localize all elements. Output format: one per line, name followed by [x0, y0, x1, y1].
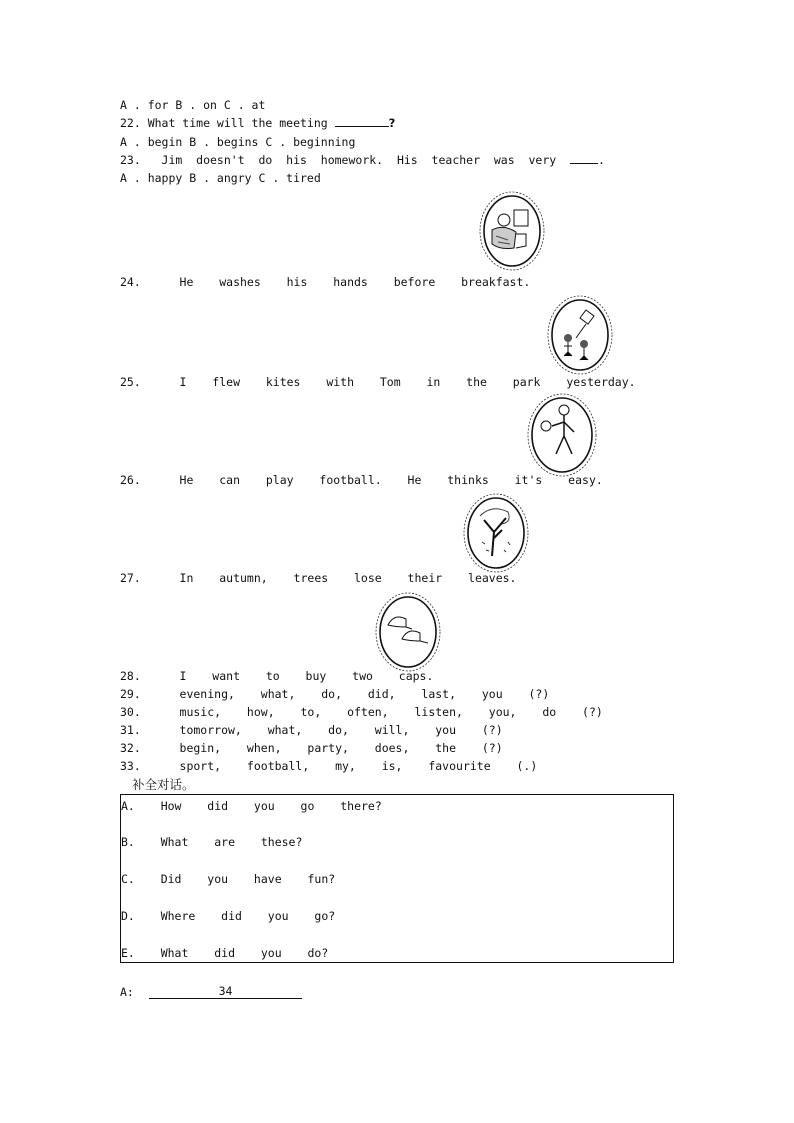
dialog-options-box	[120, 794, 674, 963]
question-22-text: 22. What time will the meeting	[120, 116, 328, 130]
question-27: 27. In autumn, trees lose their leaves.	[120, 571, 517, 585]
question-23-end: .	[598, 153, 605, 167]
answer-blank	[335, 116, 389, 127]
question-22	[120, 116, 395, 130]
question-29: 29. evening, what, do, did, last, you (?)	[120, 687, 550, 701]
section-title: 补全对话。	[132, 777, 195, 792]
options-23: A . happy B . angry C . tired	[120, 171, 321, 185]
dialog-option-c: C. Did you have fun?	[121, 872, 336, 886]
dialog-option-e: E. What did you do?	[121, 946, 329, 960]
options-21: A . for B . on C . at	[120, 98, 266, 112]
picture-washing-hands	[478, 190, 546, 272]
question-mark: ?	[388, 116, 396, 130]
options-22: A . begin B . begins C . beginning	[120, 135, 356, 149]
question-32: 32. begin, when, party, does, the (?)	[120, 741, 503, 755]
answer-line-34: 34	[149, 984, 302, 999]
picture-two-caps	[374, 591, 442, 673]
dialog-option-b: B. What are these?	[121, 835, 303, 849]
answer-blank	[570, 153, 598, 164]
question-23-text: 23. Jim doesn't do his homework. His teacher was very	[120, 153, 557, 167]
question-24: 24. He washes his hands before breakfast.	[120, 275, 531, 289]
picture-autumn-tree	[462, 492, 530, 574]
picture-football-player	[526, 392, 598, 478]
question-31: 31. tomorrow, what, do, will, you (?)	[120, 723, 503, 737]
dialog-option-a: A. How did you go there?	[121, 799, 382, 813]
question-28: 28. I want to buy two caps.	[120, 669, 434, 683]
question-30: 30. music, how, to, often, listen, you, do (?)	[120, 705, 603, 719]
dialog-option-d: D. Where did you go?	[121, 909, 336, 923]
question-26: 26. He can play football. He thinks it's easy.	[120, 473, 603, 487]
picture-flying-kites	[546, 294, 614, 376]
question-23	[120, 153, 605, 167]
answer-label: A:	[120, 985, 134, 999]
question-33: 33. sport, football, my, is, favourite (.)	[120, 759, 538, 773]
question-25: 25. I flew kites with Tom in the park yesterday.	[120, 375, 636, 389]
